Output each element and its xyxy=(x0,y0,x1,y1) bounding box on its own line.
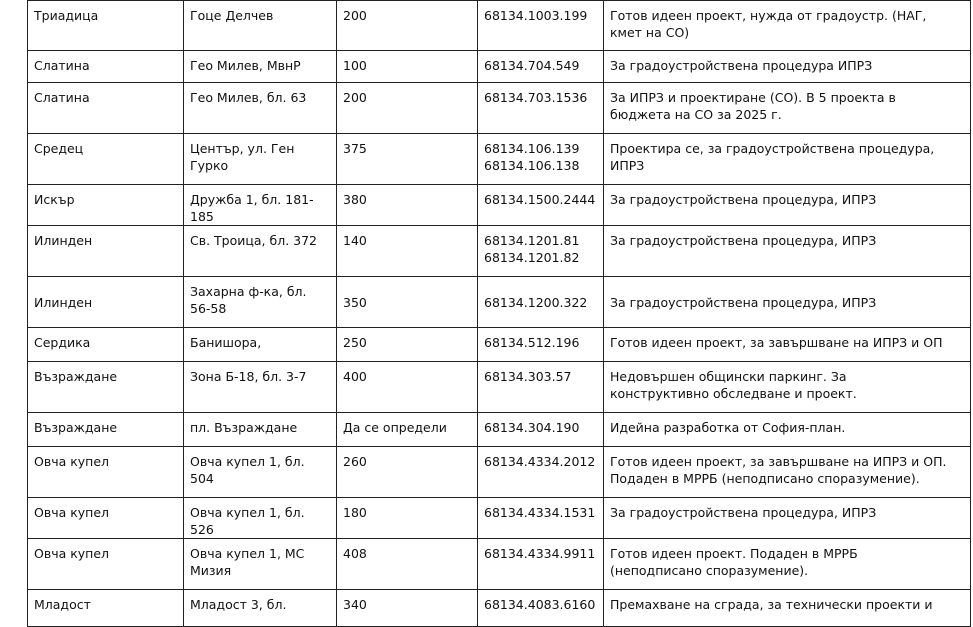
district-cell: Слатина xyxy=(28,83,184,134)
district-cell: Илинден xyxy=(28,226,184,277)
district-cell: Слатина xyxy=(28,51,184,83)
parking-spaces-cell: 200 xyxy=(337,83,478,134)
status-cell: Премахване на сграда, за технически проекти и xyxy=(604,590,971,627)
parking-spaces-cell: 400 xyxy=(337,362,478,413)
address-cell: Младост 3, бл. xyxy=(184,590,337,627)
status-cell: Готов идеен проект. Подаден в МРРБ (неподписано споразумение). xyxy=(604,539,971,590)
address-cell: Гоце Делчев xyxy=(184,1,337,51)
cadastral-id-cell: 68134.703.1536 xyxy=(478,83,604,134)
cadastral-id-cell: 68134.4083.6160 xyxy=(478,590,604,627)
table-row xyxy=(28,1,971,51)
parking-spaces-cell: 140 xyxy=(337,226,478,277)
status-cell: Готов идеен проект, за завършване на ИПРЗ и ОП xyxy=(604,328,971,362)
table-row xyxy=(28,134,971,185)
parking-spaces-cell: 350 xyxy=(337,277,478,328)
status-cell: Недовършен общински паркинг. За конструктивно обследване и проект. xyxy=(604,362,971,413)
cadastral-id-cell: 68134.704.549 xyxy=(478,51,604,83)
cadastral-id-cell: 68134.1500.2444 xyxy=(478,185,604,226)
parking-projects-table xyxy=(27,0,971,627)
address-cell: Зона Б-18, бл. 3-7 xyxy=(184,362,337,413)
district-cell: Младост xyxy=(28,590,184,627)
cadastral-id-cell: 68134.4334.9911 xyxy=(478,539,604,590)
district-cell: Триадица xyxy=(28,1,184,51)
address-cell: Дружба 1, бл. 181-185 xyxy=(184,185,337,226)
table-row xyxy=(28,226,971,277)
district-cell: Средец xyxy=(28,134,184,185)
address-cell: Овча купел 1, МС Мизия xyxy=(184,539,337,590)
table-row xyxy=(28,328,971,362)
status-cell: За градоустройствена процедура, ИПРЗ xyxy=(604,185,971,226)
cadastral-id-cell: 68134.4334.2012 xyxy=(478,447,604,498)
address-cell: Център, ул. Ген Гурко xyxy=(184,134,337,185)
district-cell: Овча купел xyxy=(28,447,184,498)
cadastral-id-cell: 68134.512.196 xyxy=(478,328,604,362)
parking-spaces-cell: 380 xyxy=(337,185,478,226)
district-cell: Овча купел xyxy=(28,498,184,539)
address-cell: пл. Възраждане xyxy=(184,413,337,447)
district-cell: Възраждане xyxy=(28,362,184,413)
address-cell: Овча купел 1, бл. 526 xyxy=(184,498,337,539)
district-cell: Възраждане xyxy=(28,413,184,447)
parking-spaces-cell: 250 xyxy=(337,328,478,362)
parking-spaces-cell: 340 xyxy=(337,590,478,627)
parking-projects-table-wrapper xyxy=(27,0,970,627)
status-cell: За градоустройствена процедура, ИПРЗ xyxy=(604,277,971,328)
status-cell: Готов идеен проект, нужда от градоустр. (НАГ, кмет на СО) xyxy=(604,1,971,51)
address-cell: Банишора, xyxy=(184,328,337,362)
address-cell: Захарна ф-ка, бл. 56-58 xyxy=(184,277,337,328)
table-row xyxy=(28,51,971,83)
cadastral-id-cell: 68134.1003.199 xyxy=(478,1,604,51)
parking-spaces-cell: 375 xyxy=(337,134,478,185)
table-row xyxy=(28,277,971,328)
parking-spaces-cell: 100 xyxy=(337,51,478,83)
district-cell: Илинден xyxy=(28,277,184,328)
status-cell: Готов идеен проект, за завършване на ИПРЗ и ОП. Подаден в МРРБ (неподписано споразумение). xyxy=(604,447,971,498)
address-cell: Св. Троица, бл. 372 xyxy=(184,226,337,277)
status-cell: За градоустройствена процедура, ИПРЗ xyxy=(604,498,971,539)
table-row xyxy=(28,590,971,627)
cadastral-id-cell: 68134.1200.322 xyxy=(478,277,604,328)
address-cell: Гео Милев, бл. 63 xyxy=(184,83,337,134)
status-cell: За градоустройствена процедура ИПРЗ xyxy=(604,51,971,83)
status-cell: За градоустройствена процедура, ИПРЗ xyxy=(604,226,971,277)
status-cell: Проектира се, за градоустройствена процедура, ИПРЗ xyxy=(604,134,971,185)
table-row xyxy=(28,362,971,413)
parking-spaces-cell: 200 xyxy=(337,1,478,51)
cadastral-id-cell: 68134.4334.1531 xyxy=(478,498,604,539)
parking-spaces-cell: 260 xyxy=(337,447,478,498)
parking-spaces-cell: 408 xyxy=(337,539,478,590)
parking-spaces-cell: Да се определи xyxy=(337,413,478,447)
address-cell: Овча купел 1, бл. 504 xyxy=(184,447,337,498)
district-cell: Овча купел xyxy=(28,539,184,590)
cadastral-id-cell: 68134.106.139 68134.106.138 xyxy=(478,134,604,185)
cadastral-id-cell: 68134.304.190 xyxy=(478,413,604,447)
table-row xyxy=(28,413,971,447)
address-cell: Гео Милев, МвнР xyxy=(184,51,337,83)
status-cell: За ИПРЗ и проектиране (СО). В 5 проекта в бюджета на СО за 2025 г. xyxy=(604,83,971,134)
table-row xyxy=(28,498,971,539)
cadastral-id-cell: 68134.303.57 xyxy=(478,362,604,413)
table-row xyxy=(28,83,971,134)
district-cell: Сердика xyxy=(28,328,184,362)
table-row xyxy=(28,539,971,590)
parking-spaces-cell: 180 xyxy=(337,498,478,539)
table-row xyxy=(28,447,971,498)
district-cell: Искър xyxy=(28,185,184,226)
cadastral-id-cell: 68134.1201.81 68134.1201.82 xyxy=(478,226,604,277)
status-cell: Идейна разработка от София-план. xyxy=(604,413,971,447)
table-row xyxy=(28,185,971,226)
